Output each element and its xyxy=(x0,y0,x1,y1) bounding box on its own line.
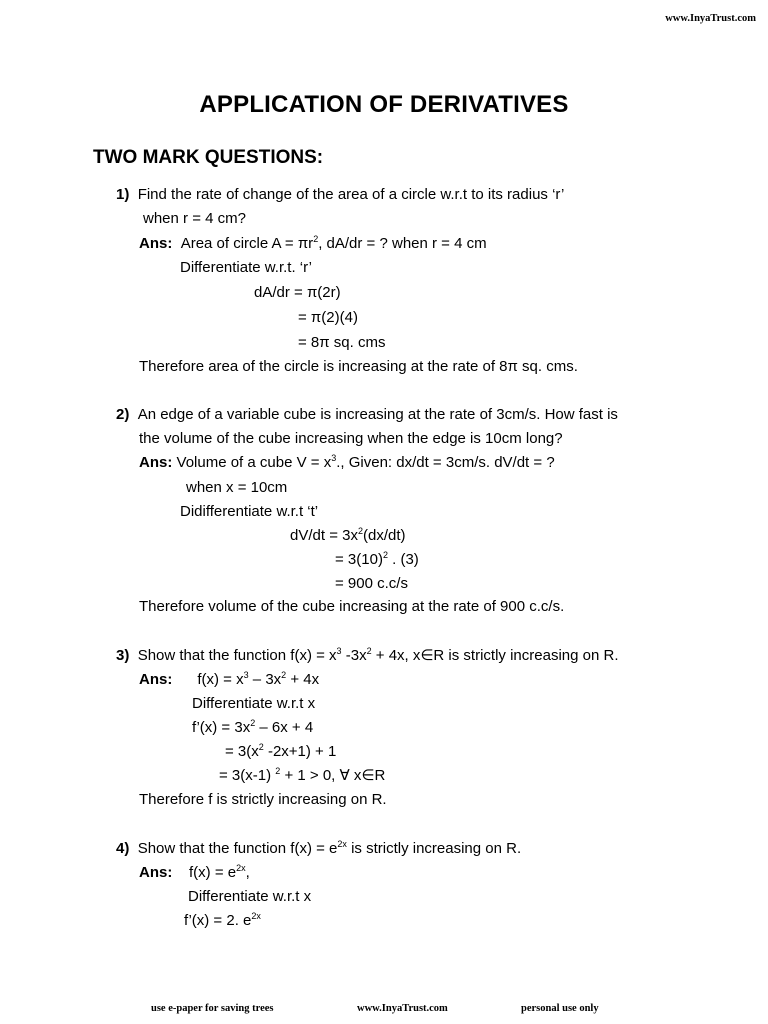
footer-left-text: use e-paper for saving trees xyxy=(151,1003,274,1014)
question-number: 4) xyxy=(116,840,130,857)
question-1-line-1 xyxy=(116,186,564,204)
header-site-url: www.InyaTrust.com xyxy=(665,13,756,24)
conclusion-line: Therefore area of the circle is increasing at the rate of 8π sq. cms. xyxy=(139,358,578,375)
step-line: = $3(x^2$ -2x+1) + 1 xyxy=(225,742,337,760)
answer-label: Ans: xyxy=(139,864,173,881)
step-line: f’(x) = $3x^2 - 6x + 4$ xyxy=(192,718,314,736)
step-line: = $3(10)^2$ . (3) xyxy=(335,550,419,568)
step-line: = 8π sq. cms xyxy=(298,334,386,351)
step-line: $dV/dt = 3x^2(dx/dt)$ xyxy=(290,526,406,544)
page-title: APPLICATION OF DERIVATIVES xyxy=(199,91,569,118)
question-number: 3) xyxy=(116,647,130,664)
answer-4-line: Ans: $f(x) = e^{2x}$, xyxy=(139,863,250,881)
step-line: = 900 c.c/s xyxy=(335,575,408,592)
step-line: when x = 10cm xyxy=(186,479,288,496)
footer-right-text: personal use only xyxy=(521,1003,599,1014)
answer-3-line: Ans: $f(x) = x^3 - 3x^2 + 4x$ xyxy=(139,670,320,688)
step-line: f’(x) = 2. $e^{2x}$ xyxy=(184,911,261,929)
question-2-line-1 xyxy=(116,406,618,424)
step-line: = π(2)(4) xyxy=(298,309,358,326)
answer-1-line: Ans: Area of circle $A = \pi r^2$, dA/dr = ? when r = 4 cm xyxy=(139,234,487,252)
question-4-line-1: 4) Show that the function $f(x) = e^{2x}$ is strictly increasing on R. xyxy=(116,839,522,857)
question-text: Find the rate of change of the area of a circle w.r.t to its radius ‘r’ xyxy=(137,186,565,203)
step-line: Differentiate w.r.t x xyxy=(188,888,312,905)
step-line: Differentiate w.r.t. ‘r’ xyxy=(180,259,312,276)
answer-label: Ans: xyxy=(139,235,173,252)
conclusion-line: Therefore volume of the cube increasing at the rate of 900 c.c/s. xyxy=(139,598,565,615)
question-3-line-1: 3) Show that the function $f(x) = x^3$ $-3x^2 + 4x$, x∈R is strictly increasing on R. xyxy=(116,646,619,664)
step-line: = 3(x-1) $^2$ + 1 > 0, ∀ x∈R xyxy=(219,766,386,784)
answer-2-line: Ans: Volume of a cube $V = x^3$., Given: dx/dt = 3cm/s. dV/dt = ? xyxy=(139,453,555,471)
section-heading: TWO MARK QUESTIONS: xyxy=(93,147,324,168)
step-line: Didifferentiate w.r.t ‘t’ xyxy=(180,503,319,520)
question-number: 1) xyxy=(116,186,130,203)
question-text: An edge of a variable cube is increasing at the rate of 3cm/s. How fast is xyxy=(137,406,618,423)
step-line: Differentiate w.r.t x xyxy=(192,695,316,712)
question-number: 2) xyxy=(116,406,130,423)
answer-label: Ans: xyxy=(139,671,173,688)
conclusion-line: Therefore f is strictly increasing on R. xyxy=(139,791,387,808)
footer-site-url: www.InyaTrust.com xyxy=(357,1003,448,1014)
answer-label: Ans: xyxy=(139,454,173,471)
question-2-line-2: the volume of the cube increasing when the edge is 10cm long? xyxy=(139,430,563,447)
question-1-line-2: when r = 4 cm? xyxy=(143,210,246,227)
step-line: dA/dr = π(2r) xyxy=(254,284,341,301)
